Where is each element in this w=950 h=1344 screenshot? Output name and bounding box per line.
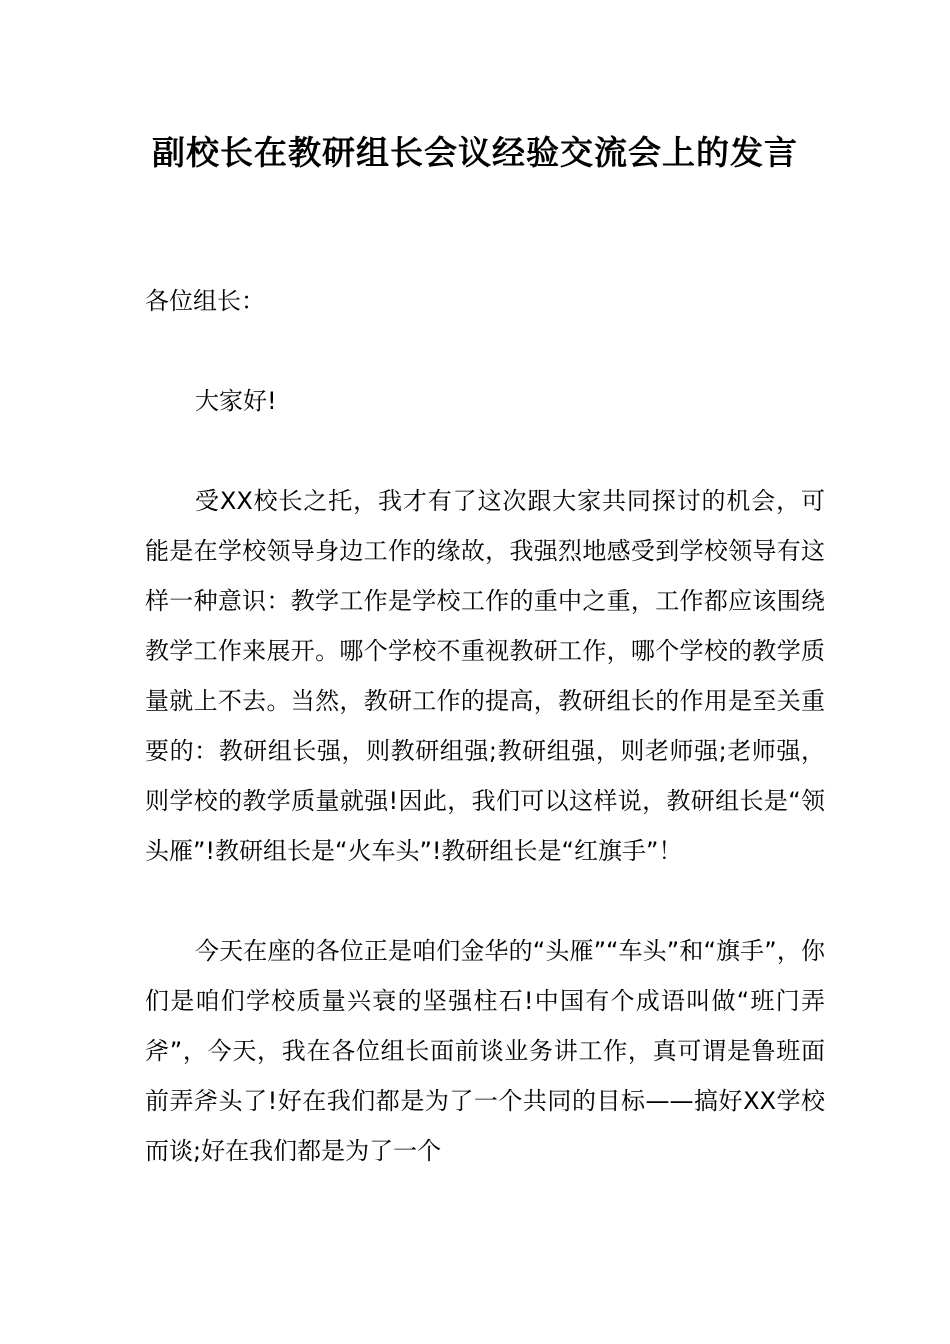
paragraph-2: 今天在座的各位正是咱们金华的“头雁”“车头”和“旗手”，你们是咱们学校质量兴衰的坚强柱石!中国有个成语叫做“班门弄斧”，今天，我在各位组长面前谈业务讲工作，真可谓是鲁班面前弄斧头了!好在我们都是为了一个共同的目标——搞好XX学校而谈;好在我们都是为了一个 [145,937,825,1165]
document-title: 副校长在教研组长会议经验交流会上的发言 [152,133,798,172]
greeting: 大家好! [195,387,277,415]
document-body [145,276,825,1176]
paragraph-1: 受XX校长之托，我才有了这次跟大家共同探讨的机会，可能是在学校领导身边工作的缘故，我强烈地感受到学校领导有这样一种意识：教学工作是学校工作的重中之重，工作都应该围绕教学工作来展开。哪个学校不重视教研工作，哪个学校的教学质量就上不去。当然，教研工作的提高，教研组长的作用是至关重要的：教研组长强，则教研组强;教研组强，则老师强;老师强，则学校的教学质量就强!因此，我们可以这样说，教研组长是“领头雁”!教研组长是“火车头”!教研组长是“红旗手”！ [145,487,825,865]
salutation: 各位组长： [145,287,265,315]
